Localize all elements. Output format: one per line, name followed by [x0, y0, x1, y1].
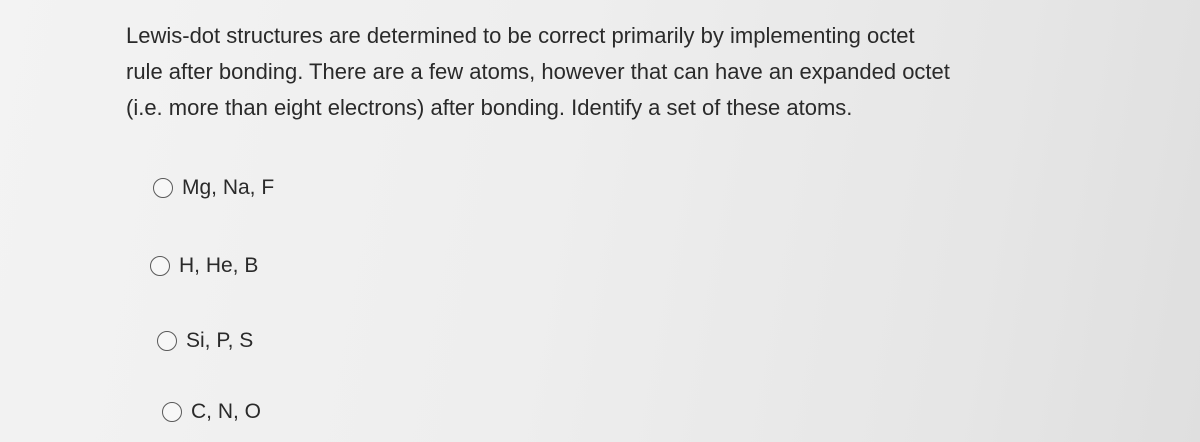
answer-option-label: H, He, B [179, 254, 259, 277]
radio-button[interactable] [150, 256, 170, 276]
answer-option-label: Mg, Na, F [182, 176, 275, 199]
question-line: Lewis-dot structures are determined to be correct primarily by implementing octet [126, 23, 915, 48]
answer-option-label: C, N, O [191, 400, 262, 423]
question-line: (i.e. more than eight electrons) after bonding. Identify a set of these atoms. [126, 95, 853, 120]
answer-option-2[interactable] [150, 254, 258, 278]
answer-option-label: Si, P, S [186, 329, 254, 352]
answer-option-1[interactable] [153, 176, 274, 200]
radio-button[interactable] [157, 331, 177, 351]
radio-button[interactable] [162, 402, 182, 422]
answer-option-4[interactable] [162, 400, 261, 424]
question-text [126, 18, 1086, 126]
question-line: rule after bonding. There are a few atoms, however that can have an expanded octet [126, 59, 950, 84]
radio-button[interactable] [153, 178, 173, 198]
answer-option-3[interactable] [157, 329, 253, 353]
